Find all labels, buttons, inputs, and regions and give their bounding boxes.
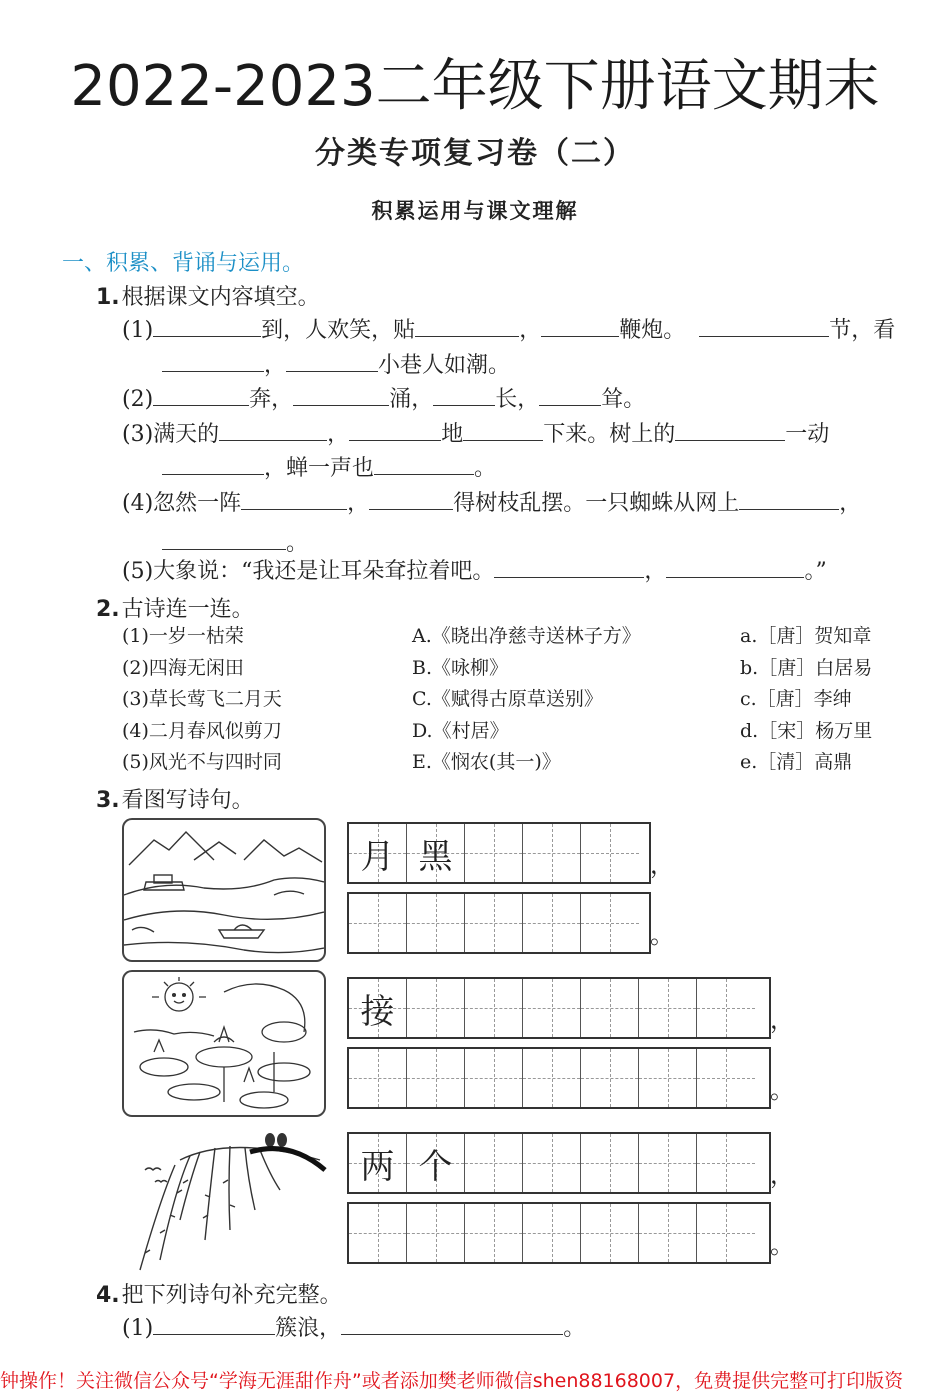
blank[interactable] — [162, 349, 264, 372]
text: 鞭炮。 — [619, 318, 686, 343]
text: 地 — [441, 422, 464, 447]
writing-grid-row-2 — [347, 892, 651, 954]
willow-illustration — [120, 1120, 330, 1275]
q1-item-label: (1) — [122, 318, 154, 343]
poem-line[interactable]: (5)风光不与四时同 — [122, 751, 282, 773]
text: 。 — [474, 456, 497, 481]
blank[interactable] — [369, 487, 453, 510]
writing-grid-row-1 — [347, 822, 651, 884]
question-text: 根据课文内容填空。 — [121, 285, 320, 310]
text: 一动 — [785, 422, 830, 447]
question-2-heading — [96, 592, 254, 623]
blank[interactable] — [219, 418, 327, 441]
grid-cell[interactable] — [697, 1049, 755, 1107]
text: 到，人欢笑，贴 — [261, 318, 416, 343]
text: ， — [839, 491, 862, 516]
q1-line-4 — [122, 418, 829, 450]
blank[interactable] — [162, 452, 264, 475]
grid-cell[interactable] — [581, 979, 639, 1037]
blank[interactable] — [153, 383, 249, 406]
grid-cell[interactable] — [407, 1134, 465, 1192]
poem-line[interactable]: (3)草长莺飞二月天 — [122, 688, 282, 710]
text: 耸。 — [601, 387, 646, 412]
blank[interactable] — [153, 1312, 275, 1335]
q1-line-2 — [162, 349, 510, 381]
question-number: 2. — [96, 597, 120, 622]
section-heading: 一、积累、背诵与运用。 — [62, 251, 305, 276]
poem-title[interactable]: E.《悯农(其一)》 — [412, 751, 561, 773]
blank[interactable] — [374, 452, 474, 475]
poem-title[interactable]: C.《赋得古原草送别》 — [412, 688, 603, 710]
text: 涌， — [389, 387, 434, 412]
grid-cell[interactable] — [407, 894, 465, 952]
blank[interactable] — [739, 487, 839, 510]
blank[interactable] — [341, 1312, 563, 1335]
poem-author[interactable]: d.［宋］杨万里 — [740, 719, 873, 742]
blank[interactable] — [494, 555, 644, 578]
q1-item-label: (2) — [122, 387, 154, 412]
text: ， — [347, 491, 370, 516]
period: 。 — [770, 1076, 794, 1104]
text: ， — [327, 422, 350, 447]
question-text: 把下列诗句补充完整。 — [121, 1283, 342, 1308]
text: ，蝉一声也 — [264, 456, 375, 481]
willow-birds-picture — [120, 1120, 330, 1275]
comma: ， — [770, 1006, 794, 1034]
grid-cell[interactable] — [697, 1204, 755, 1262]
given-character: 个 — [418, 1146, 453, 1187]
text: 。” — [804, 559, 827, 584]
text: 簇浪， — [275, 1316, 342, 1341]
blank[interactable] — [153, 314, 261, 337]
poem-title[interactable]: B.《咏柳》 — [412, 656, 509, 679]
text: 小巷人如潮。 — [378, 353, 511, 378]
blank[interactable] — [666, 555, 804, 578]
grid-cell[interactable] — [523, 824, 581, 882]
page-title: 2022-2023二年级下册语文期末 — [70, 54, 880, 119]
grid-cell[interactable] — [407, 1204, 465, 1262]
question-number: 1. — [96, 285, 120, 310]
writing-grid-row-3 — [347, 977, 771, 1039]
grid-cell[interactable] — [465, 979, 523, 1037]
given-character: 接 — [360, 991, 395, 1032]
blank[interactable] — [241, 487, 347, 510]
grid-cell[interactable] — [697, 979, 755, 1037]
blank[interactable] — [675, 418, 785, 441]
grid-cell[interactable] — [465, 1134, 523, 1192]
text: (5)大象说：“我还是让耳朵耷拉着吧。 — [122, 559, 495, 584]
given-character: 月 — [360, 836, 395, 877]
promo-footer: 钟操作！关注微信公众号“学海无涯甜作舟”或者添加樊老师微信shen88168007，免费提供完整可打印版资 — [0, 1370, 904, 1392]
question-1-heading — [96, 280, 320, 311]
text: (3)满天的 — [122, 422, 220, 447]
text: 。 — [563, 1316, 586, 1341]
text: (4)忽然一阵 — [122, 491, 242, 516]
writing-grid-row-5 — [347, 1132, 771, 1194]
text: ， — [644, 559, 667, 584]
question-number: 3. — [96, 788, 120, 813]
grid-cell[interactable] — [349, 894, 407, 952]
question-text: 古诗连一连。 — [121, 597, 254, 622]
grid-cell[interactable] — [581, 1049, 639, 1107]
q1-line-6 — [122, 487, 861, 519]
blank[interactable] — [162, 527, 286, 550]
grid-cell[interactable] — [581, 894, 639, 952]
poem-authors-column — [740, 621, 872, 779]
text: 长， — [495, 387, 540, 412]
grid-cell[interactable] — [581, 1204, 639, 1262]
blank[interactable] — [463, 418, 543, 441]
poem-title[interactable]: A.《晓出净慈寺送林子方》 — [412, 625, 641, 647]
landscape-boat-picture — [122, 818, 326, 962]
grid-cell[interactable] — [523, 979, 581, 1037]
q1-line-8 — [122, 555, 827, 587]
poem-line[interactable]: (2)四海无闲田 — [122, 656, 244, 679]
poem-line[interactable]: (1)一岁一枯荣 — [122, 625, 244, 647]
poem-titles-column — [412, 621, 641, 779]
grid-cell[interactable] — [407, 1049, 465, 1107]
section-topic: 积累运用与课文理解 — [371, 199, 579, 223]
text: 奔， — [249, 387, 294, 412]
landscape-illustration — [124, 820, 324, 960]
blank[interactable] — [539, 383, 601, 406]
question-4-heading — [96, 1278, 342, 1309]
comma: ， — [650, 851, 674, 879]
question-number: 4. — [96, 1283, 120, 1308]
page-subtitle: 分类专项复习卷（二） — [315, 136, 635, 171]
given-character: 两 — [360, 1146, 395, 1187]
writing-grid-row-4 — [347, 1047, 771, 1109]
poem-title[interactable]: D.《村居》 — [412, 719, 509, 742]
q1-line-3 — [122, 383, 645, 415]
question-3-heading — [96, 783, 254, 814]
grid-cell[interactable] — [523, 1204, 581, 1262]
text: 得树枝乱摆。一只蜘蛛从网上 — [453, 491, 740, 516]
text: 。 — [286, 531, 309, 556]
grid-cell[interactable] — [639, 1134, 697, 1192]
poem-author[interactable]: e.［清］高鼎 — [740, 751, 853, 773]
blank[interactable] — [293, 383, 389, 406]
grid-cell[interactable] — [465, 1049, 523, 1107]
grid-cell[interactable] — [349, 1134, 407, 1192]
poem-author[interactable]: b.［唐］白居易 — [740, 656, 873, 679]
q4-item-label: (1) — [122, 1316, 154, 1341]
q1-line-5 — [162, 452, 496, 484]
grid-cell[interactable] — [349, 824, 407, 882]
poem-author[interactable]: c.［唐］李绅 — [740, 688, 852, 710]
question-text: 看图写诗句。 — [121, 788, 254, 813]
given-character: 黑 — [418, 836, 453, 877]
q1-line-1 — [122, 314, 895, 346]
writing-grid-row-6 — [347, 1202, 771, 1264]
poem-line[interactable]: (4)二月春风似剪刀 — [122, 719, 282, 742]
grid-cell[interactable] — [639, 1049, 697, 1107]
grid-cell[interactable] — [697, 1134, 755, 1192]
grid-cell[interactable] — [523, 1049, 581, 1107]
grid-cell[interactable] — [407, 979, 465, 1037]
grid-cell[interactable] — [407, 824, 465, 882]
grid-cell[interactable] — [639, 1204, 697, 1262]
period: 。 — [770, 1231, 794, 1259]
blank[interactable] — [699, 314, 829, 337]
blank[interactable] — [286, 349, 378, 372]
grid-cell[interactable] — [523, 894, 581, 952]
text: 下来。树上的 — [543, 422, 676, 447]
grid-cell[interactable] — [639, 979, 697, 1037]
blank[interactable] — [433, 383, 495, 406]
grid-cell[interactable] — [523, 1134, 581, 1192]
grid-cell[interactable] — [465, 894, 523, 952]
grid-cell[interactable] — [349, 1049, 407, 1107]
lotus-illustration — [124, 972, 324, 1115]
text: ， — [264, 353, 287, 378]
text: ， — [519, 318, 542, 343]
period: 。 — [650, 921, 674, 949]
q4-line-1 — [122, 1312, 585, 1344]
poem-author[interactable]: a.［唐］贺知章 — [740, 625, 872, 647]
grid-cell[interactable] — [465, 1204, 523, 1262]
grid-cell[interactable] — [349, 1204, 407, 1262]
poem-lines-column — [122, 621, 282, 779]
grid-cell[interactable] — [581, 1134, 639, 1192]
grid-cell[interactable] — [581, 824, 639, 882]
blank[interactable] — [541, 314, 619, 337]
lotus-pond-picture — [122, 970, 326, 1117]
blank[interactable] — [349, 418, 441, 441]
grid-cell[interactable] — [465, 824, 523, 882]
comma: ， — [770, 1161, 794, 1189]
text: 节，看 — [829, 318, 896, 343]
blank[interactable] — [415, 314, 519, 337]
grid-cell[interactable] — [349, 979, 407, 1037]
